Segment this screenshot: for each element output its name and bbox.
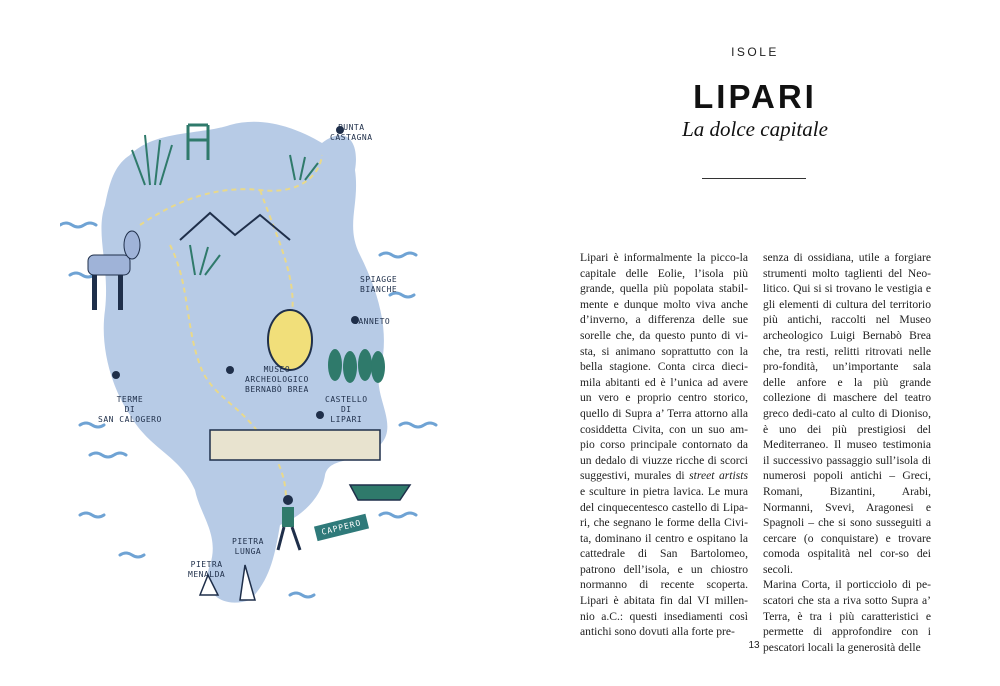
title-divider	[702, 178, 806, 179]
lipari-illustrated-map	[60, 95, 460, 615]
label-pietra-menalda: PIETRA MENALDA	[188, 560, 226, 579]
label-terme-san-calogero: TERME DI SAN CALOGERO	[98, 395, 162, 424]
label-pietra-lunga: PIETRA LUNGA	[232, 537, 264, 556]
label-museo-archeologico: MUSEO ARCHEOLOGICO BERNABÒ BREA	[245, 365, 309, 394]
theatre-mask	[268, 310, 312, 370]
emphasis-street-artists: street artists	[689, 469, 748, 483]
paragraph: Lipari è informalmente la picco-la capitale delle Eolie, l’isola più grande, quella più popolata stabil-mente e dunque molto viva anche d’inverno, a differenza delle sue sorelle che, da questo punto di vi-sta, si animano soprattutto con la bella stagione. Conta circa dieci-mila abitanti ed è l’unica ad avere un vero e proprio centro storico, quello di Supra a’ Terra attorno alla cosiddetta Civita, con un suo am-pio corso principale contornato da un dedalo di viuzze ricche di scorci suggestivi, murales di street artists e sculture in pietra lavica. Le mura del cinquecentesco castello di Lipa-ri, che segnano le forme della Civi-ta, dominano il centro e ospitano la cattedrale di San Bartolomeo, patrono dell’isola, e un chiostro normanno di recente scoperta. Lipari è abitata fin dal VI millen-nio a.C.: questi insediamenti così antichi sono dovuti alla forte pre-	[580, 251, 748, 639]
page-number: 13	[748, 640, 760, 651]
section-label: ISOLE	[731, 45, 779, 59]
paragraph: Marina Corta, il porticciolo di pe-scatori che sta a riva sotto Supra a’ Terra, è tra i più caratteristici e permette di approfondire con i pescatori locali la generosità delle	[763, 578, 931, 654]
label-cappero: CAPPERO	[314, 514, 369, 541]
body-column-2	[763, 250, 931, 655]
castello-town	[210, 430, 380, 460]
page-subtitle: La dolce capitale	[682, 117, 828, 141]
label-castello-di-lipari: CASTELLO DI LIPARI	[325, 395, 368, 424]
label-canneto: CANNETO	[353, 317, 391, 326]
label-spiagge-bianche: SPIAGGE BIANCHE	[360, 275, 398, 294]
boat	[350, 485, 410, 500]
page-title: LIPARI	[693, 78, 817, 115]
body-column-1	[580, 250, 748, 640]
label-punta-castagna: PUNTA CASTAGNA	[330, 123, 373, 142]
paragraph: senza di ossidiana, utile a forgiare strumenti molto taglienti del Neo-litico. Qui si si trovano le vestigia e gli elementi di cultura del territorio più antichi, raccolti nel Museo archeologico Luigi Bernabò Brea che, tra resti, relitti ritrovati nelle pro-fondità, un’importante sala delle anfore e la più grande collezione di maschere del teatro greco dedi-cato al culto di Dioniso, è uno dei più prestigiosi del Mediterraneo. Il museo testimonia il successivo passaggio sull’isola di numerosi popoli antichi – Greci, Romani, Bizantini, Arabi, Normanni, Svevi, Aragonesi e Spagnoli – che si sono susseguiti a cercare (o conquistare) e trovare comoda ospitalità nel cor-so dei secoli.	[763, 251, 931, 576]
